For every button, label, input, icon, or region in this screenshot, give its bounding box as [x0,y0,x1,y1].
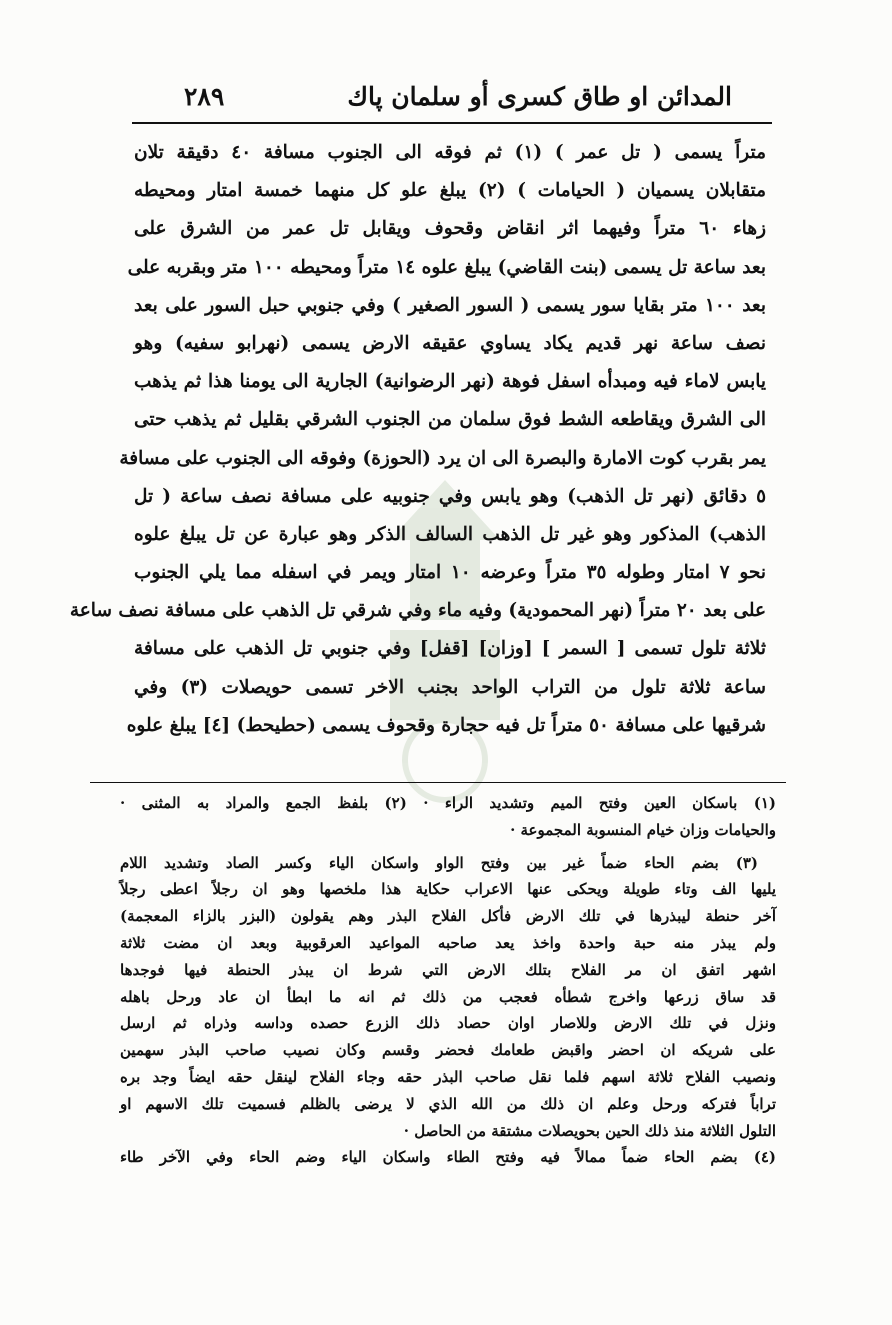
text-line: نصف ساعة نهر قديم يكاد يساوي عقيقه الارض يسمى (نهرابو سفيه) وهو [134,332,766,354]
footnote-line: (٤) بضم الحاء ضماً ممالاً فيه وفتح الطاء واسكان الياء وضم الحاء وفي الآخر طاء [120,1148,776,1167]
text-line: يابس لاماء فيه ومبدأه اسفل فوهة (نهر الرضوانية) الجارية الى يومنا هذا ثم يذهب [134,371,766,393]
footnote-3 [120,850,776,1145]
footnote-separator [90,782,786,783]
footnote-line: تراباً فتركه ورحل وعلم ان ذلك من الله الذي لا يرضى بالظلم فسميت تلك الاسهم او [120,1094,776,1113]
header-title: المدائن او طاق كسرى أو سلمان پاك [347,82,732,111]
footnotes [120,790,776,1171]
text-line: بعد ١٠٠ متر بقايا سور يسمى ( السور الصغير ) وفي جنوبي حبل السور على بعد [134,294,766,316]
footnote-line: آخر حنطة ليبذرها في تلك الارض فأكل الفلاح البذر وهم يقولون (البزر بالزاء المعجمة) [120,907,776,926]
footnote-line: ونزل في تلك الارض وللاصار اوان حصاد ذلك الزرع حصده وداسه وذراه ثم ارسل [120,1014,776,1033]
running-header [132,76,772,124]
text-line: زهاء ٦٠ متراً وفيهما اثر انقاض وقحوف ويقابل تل عمر من الشرق على [134,218,767,240]
text-line: شرقيها على مسافة ٥٠ متراً تل فيه حجارة وقحوف يسمى (حطيحط) [٤] يبلغ علوه [126,714,766,736]
text-line: على بعد ٢٠ متراً (نهر المحمودية) وفيه ماء وفي شرقي تل الذهب على مسافة نصف ساعة [69,600,766,622]
main-text [69,134,767,745]
text-line: الذهب) المذكور وهو غير تل الذهب السالف الذكر وهو عبارة عن تل يبلغ علوه [134,523,766,545]
footnote-line: على شريكه ان احضر واقبض طعامك فحضر وقسم وكان نصيب صاحب البذر سهمين [120,1041,776,1060]
text-line: متراً يسمى ( تل عمر ) (١) ثم فوقه الى الجنوب مسافة ٤٠ دقيقة تلان [134,142,766,163]
text-line: نحو ٧ امتار وطوله ٣٥ متراً وعرضه ١٠ امتار ويمر في اسفله مما يلي الجنوب [134,562,766,584]
footnote-line: اشهر اتفق ان مر الفلاح بتلك الارض التي شرط ان يبذر الحنطة فيها فوجدها [120,960,776,979]
text-line: يمر بقرب كوت الامارة والبصرة الى ان يرد (الحوزة) وفوقه الى الجنوب على مسافة [119,447,766,469]
text-line: ثلاثة تلول تسمى [ السمر ] [وزان] [قفل] وفي جنوبي تل الذهب على مسافة [134,638,766,660]
text-line: بعد ساعة تل يسمى (بنت القاضي) يبلغ علوه ١٤ متراً ومحيطه ١٠٠ متر وبقربه على [127,256,766,278]
page-number: ٢٨٩ [184,82,225,111]
footnote-line: (١) باسكان العين وفتح الميم وتشديد الراء · (٢) بلفظ الجمع والمراد به المثنى · [120,794,777,812]
footnote-line: والحيامات وزان خيام المنسوبة المجموعة · [510,820,776,839]
footnote-line: ونصيب الفلاح ثلاثة اسهم فلما نقل صاحب البذر حقه وجاء الفلاح لينقل حقه ايضاً وجد بره [120,1067,776,1086]
footnote-line: (٣) بضم الحاء ضماً غير بين وفتح الواو واسكان الياء وكسر الصاد وتشديد اللام [120,853,758,872]
footnote-line: يليها الف وتاء طويلة ويحكى عنها الاعراب حكاية هذا ملخصها وهو ان رجلاً اعطى رجلاً [120,880,776,899]
footnote-1-2 [120,790,776,844]
text-line: ساعة ثلاثة تلول من التراب الواحد بجنب الاخر تسمى حويصلات (٣) وفي [134,676,766,698]
footnote-line: التلول الثلاثة منذ ذلك الحين بحويصلات مشتقة من الحاصل · [403,1121,776,1140]
footnote-line: قد ساق زرعها واخرج شطأه فعجب من ذلك ثم انه ما ابطأ ان عاد ورحل باهله [120,987,776,1006]
text-line: الى الشرق ويقاطعه الشط فوق سلمان من الجنوب الشرقي بقليل ثم يذهب حتى [134,409,766,431]
footnote-line: ولم يبذر منه حبة واحدة واخذ يعد صاحبه المواعيد العرقوبية وبعد ان مضت ثلاثة [120,933,776,952]
footnote-4 [120,1144,776,1171]
text-line: ٥ دقائق (نهر تل الذهب) وهو يابس وفي جنوبيه على مسافة نصف ساعة ( تل [134,485,766,507]
text-line: متقابلان يسميان ( الحيامات ) (٢) يبلغ علو كل منهما خمسة امتار ومحيطه [134,180,766,202]
